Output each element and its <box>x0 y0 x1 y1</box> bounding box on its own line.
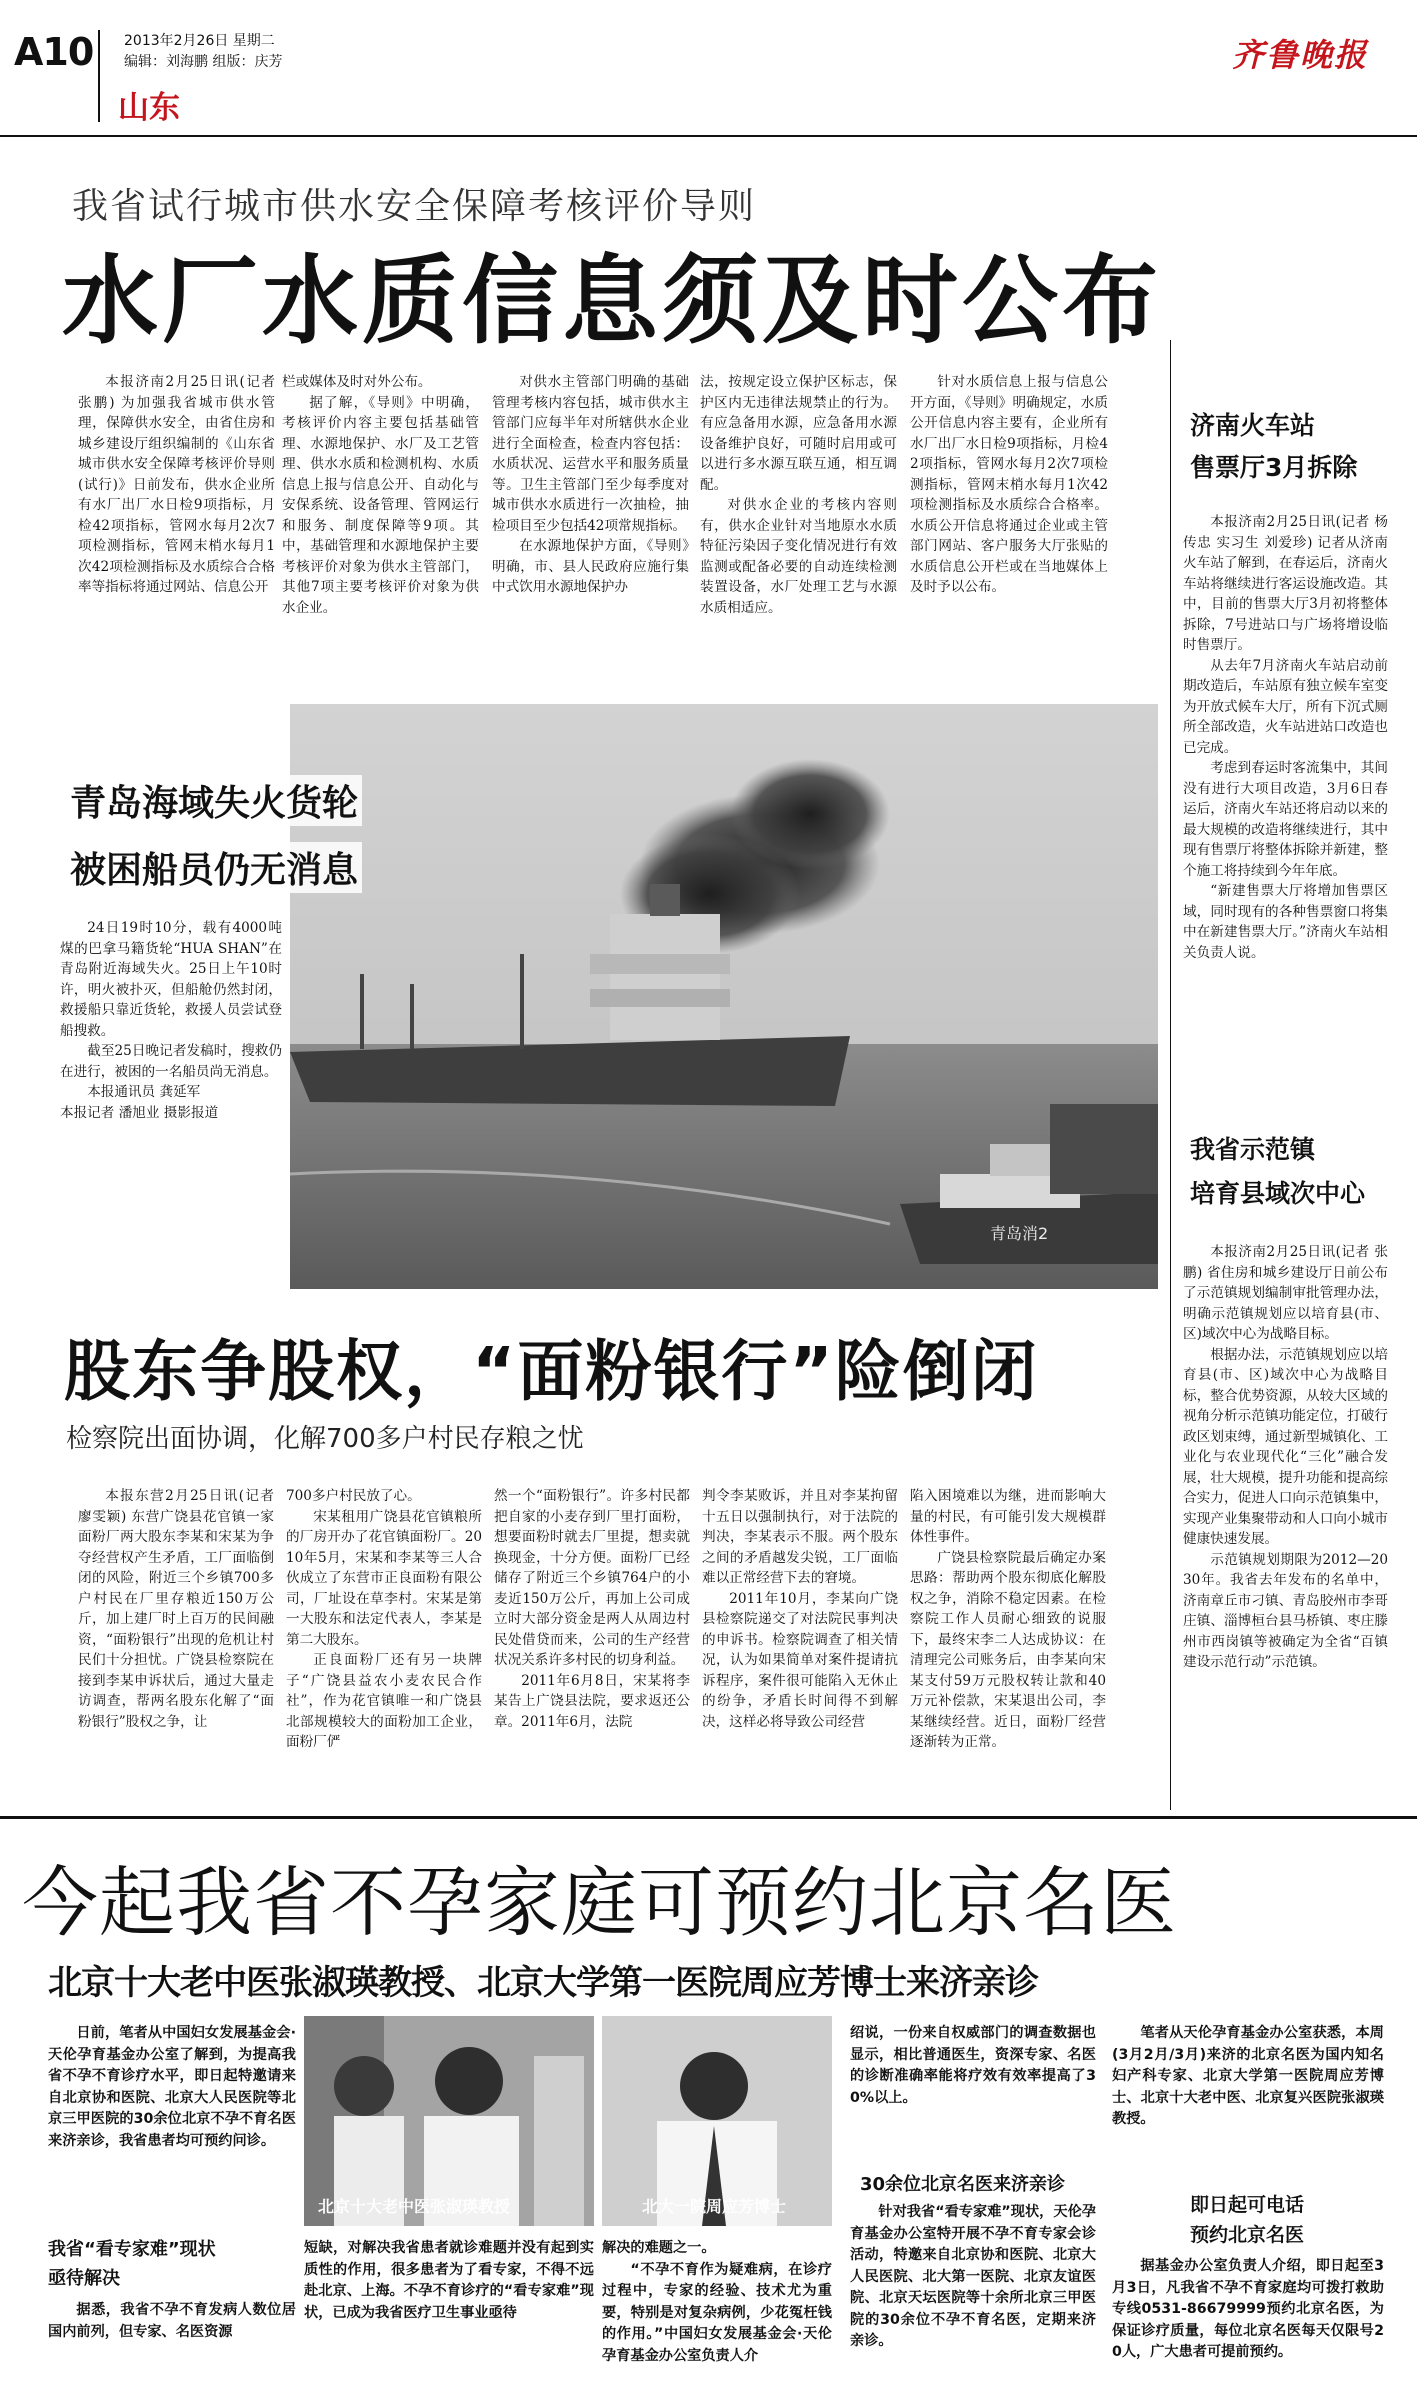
lead-column-3: 对供水主管部门明确的基础管理考核内容包括，城市供水主管部门应每半年对所辖供水企业进行全面检查，检查内容包括：水质状况、运营水平和服务质量等。卫生主管部门至少每季度对城市供水水质进行一次抽检，抽检项目至少包括42项常规指标。 在水源地保护方面，《导则》明确，市、县人民政府应施行集中式饮用水源地保护办 <box>492 374 689 595</box>
flour-column-4: 判令李某败诉，并且对李某拘留十五日以强制执行，对于法院的判决，李某表示不服。两个股东之间的矛盾越发尖锐，工厂面临难以正常经营下去的窘境。 2011年10月，李某向广饶县检察院递交了对法院民事判决的申诉书。检察院调查了相关情况，认为如果简单对案件提请抗诉程序，案件很可能陷入无休止的纷争，矛盾长时间得不到解决，这样必将导致公司经营 <box>702 1488 898 1730</box>
ad-column-1-text: 据悉，我省不孕不育发病人数位居国内前列，但专家、名医资源 <box>48 2302 296 2340</box>
lead-column-5: 针对水质信息上报与信息公开方面，《导则》明确规定，水质公开信息内容主要有，企业所有水厂出厂水日检9项指标，月检42项指标，管网水每月2次7项检测指标，管网末梢水每月1次42项检测指标及水质综合合格率。水质公开信息将通过企业或主管部门网站、客户服务大厅张贴的水质信息公开栏或在当地媒体上及时予以公布。 <box>910 374 1108 595</box>
ad-column-1-intro: 日前，笔者从中国妇女发展基金会·天伦孕育基金办公室了解到，为提高我省不孕不育诊疗水平，即日起特邀请来自北京协和医院、北京大人民医院等北京三甲医院的30余位北京不孕不育名医来济亲诊，我省患者均可预约问诊。 <box>48 2025 296 2149</box>
flour-column-2: 700多户村民放了心。 宋某租用广饶县花官镇粮所的厂房开办了花官镇面粉厂。2010年5月，宋某和李某等三人合伙成立了东营市正良面粉有限公司，厂址设在草李村。宋某是第一大股东和法定代表人，李某是第二大股东。 正良面粉厂还有另一块牌子“广饶县益农小麦农民合作社”，作为花官镇唯一和广饶县北部规模较大的面粉加工企业，面粉厂俨 <box>286 1488 482 1750</box>
rail-headline-1: 济南火车站 <box>1190 411 1316 440</box>
header-rule <box>0 135 1417 137</box>
ad-column-5-intro: 笔者从天伦孕育基金办公室获悉，本周(3月2月/3月)来济的北京名医为国内知名妇产科专家、北京大学第一医院周应芳博士、北京十大老中医、北京复兴医院张淑瑛教授。 <box>1112 2025 1384 2127</box>
flour-subhead: 检察院出面协调，化解700多户村民存粮之忧 <box>66 1424 584 1454</box>
ad-headline: 今起我省不孕家庭可预约北京名医 <box>22 1858 1177 1947</box>
ship-fire-photo <box>290 704 1158 1289</box>
ad-column-2-text: 短缺，对解决我省患者就诊难题并没有起到实质性的作用，很多患者为了看专家，不得不远赴北京、上海。不孕不育诊疗的“看专家难”现状，已成为我省医疗卫生事业亟待 <box>304 2240 594 2321</box>
ad-top-rule <box>0 1816 1417 1819</box>
doctor-photo-1 <box>304 2016 594 2226</box>
rail-headline-2: 售票厅3月拆除 <box>1190 453 1358 482</box>
town-headline-2: 培育县域次中心 <box>1190 1179 1366 1208</box>
town-article-body: 本报济南2月25日讯(记者 张鹏) 省住房和城乡建设厅日前公布了示范镇规划编制审批管理办法，明确示范镇规划应以培育县(市、区)域次中心为战略目标。 根据办法，示范镇规划应以培育县(市、区)域次中心为战略目标，整合优势资源，从较大区域的视角分析示范镇功能定位，打破行政区划束缚，通过新型城镇化、工业化与农业现代化“三化”融合发展，壮大规模，提升功能和提高综合实力，促进人口向示范镇集中，实现产业集聚带动和人口向小城市健康快速发展。 示范镇规划期限为2012—2030年。我省去年发布的名单中，济南章丘市刁镇、青岛胶州市李哥庄镇、淄博桓台县马桥镇、枣庄滕州市西岗镇等被确定为全省“百镇建设示范行动”示范镇。 <box>1183 1244 1388 1670</box>
ad-column-4-intro: 绍说，一份来自权威部门的调查数据也显示，相比普通医生，资深专家、名医的诊断准确率能将疗效有效率提高了30%以上。 <box>850 2025 1096 2106</box>
newspaper-logo: 齐鲁晚报 <box>1232 36 1369 74</box>
ad-column-5-text: 据基金办公室负责人介绍，即日起至3月3日，凡我省不孕不育家庭均可拨打救助专线0531-86679999预约北京名医，为保证诊疗质量，每位北京名医每天仅限号20人，广大患者可提前预约。 <box>1112 2258 1384 2360</box>
lead-column-4: 法，按规定设立保护区标志，保护区内无违律法规禁止的行为。有应急备用水源，应急备用水源设备维护良好，可随时启用或可以进行多水源互联互通，相互调配。 对供水企业的考核内容则有，供水企业针对当地原水水质特征污染因子变化情况进行有效监测或配备必要的自动连续检测装置设备，水厂处理工艺与水源水质相适应。 <box>700 374 897 616</box>
boat-label: 青岛消2 <box>990 1224 1049 1243</box>
editor-credits: 编辑：刘海鹏 组版：庆芳 <box>124 54 283 70</box>
fire-headline-2: 被困船员仍无消息 <box>66 842 362 893</box>
doctor-photo-2-caption: 北大一院周应芳博士 <box>642 2197 787 2216</box>
lead-headline: 水厂水质信息须及时公布 <box>62 245 1162 357</box>
lead-column-1: 本报济南2月25日讯(记者 张鹏) 为加强我省城市供水管理，保障供水安全，由省住房和城乡建设厅组织编制的《山东省城市供水安全保障考核评价导则(试行)》日前发布，供水企业所有水厂出厂水日检9项指标，月检42项指标，管网水每月2次7项检测指标，管网末梢水每月1次42项检测指标及水质综合合格率等指标将通过网站、信息公开 <box>78 374 275 595</box>
header-divider <box>98 30 100 122</box>
ad-subhead: 北京十大老中医张淑瑛教授、北京大学第一医院周应芳博士来济亲诊 <box>48 1963 1038 2003</box>
doctor-photo-1-caption: 北京十大老中医张淑瑛教授 <box>318 2197 511 2216</box>
ad-column-1-subhead-2: 亟待解决 <box>48 2268 120 2289</box>
section-name: 山东 <box>118 90 180 126</box>
flour-column-5: 陷入困境难以为继，进而影响大量的村民，有可能引发大规模群体性事件。 广饶县检察院最后确定办案思路：帮助两个股东彻底化解股权之争，消除不稳定因素。在检察院工作人员耐心细致的说服下，最终宋李二人达成协议：在清理完公司账务后，由李某向宋某支付59万元股权转让款和40万元补偿款，宋某退出公司，李某继续经营。近日，面粉厂经营逐渐转为正常。 <box>910 1488 1106 1750</box>
ad-column-4-subhead: 30余位北京名医来济亲诊 <box>860 2174 1066 2195</box>
advertisement <box>0 1820 1417 2383</box>
ad-column-4-text: 针对我省“看专家难”现状，天伦孕育基金办公室特开展不孕不育专家会诊活动，特邀来自北京协和医院、北京大人民医院、北大第一医院、北京友谊医院、北京天坛医院等十余所北京三甲医院的30余位不孕不育名医，定期来济亲诊。 <box>850 2204 1096 2349</box>
lead-column-2: 栏或媒体及时对外公布。 据了解，《导则》中明确，考核评价内容主要包括基础管理、水源地保护、水厂及工艺管理、供水水质和检测机构、水质信息上报与信息公开、自动化与安保系统、设备管理、管网运行和服务、制度保障等9项。其中，基础管理和水源地保护主要考核评价对象为供水主管部门，其他7项主要考核评价对象为供水企业。 <box>282 374 479 616</box>
flour-column-3: 然一个“面粉银行”。许多村民都把自家的小麦存到厂里打面粉，想要面粉时就去厂里提，想卖就换现金，十分方便。面粉厂已经储存了附近三个乡镇764户的小麦近150万公斤，再加上公司成立时大部分资金是两人从周边村民处借贷而来，公司的生产经营状况关系许多村民的切身利益。 2011年6月8日，宋某将李某告上广饶县法院，要求返还公章。2011年6月，法院 <box>494 1488 690 1730</box>
flour-headline: 股东争股权，“面粉银行”险倒闭 <box>64 1333 1039 1410</box>
page-number: A10 <box>14 30 94 74</box>
issue-date: 2013年2月26日 星期二 <box>124 33 275 49</box>
doctor-photo-2 <box>602 2016 832 2226</box>
flour-column-1: 本报东营2月25日讯(记者 廖雯颖) 东营广饶县花官镇一家面粉厂两大股东李某和宋某为争夺经营权产生矛盾，工厂面临倒闭的风险，附近三个乡镇700多户村民在厂里存粮近150万公斤，加上建厂时上百万的民间融资，“面粉银行”出现的危机让村民们十分担忧。广饶县检察院在接到李某申诉状后，通过大量走访调查，帮两名股东化解了“面粉银行”股权之争，让 <box>78 1488 274 1730</box>
fire-headline-1: 青岛海域失火货轮 <box>66 775 362 826</box>
town-headline-1: 我省示范镇 <box>1190 1135 1316 1164</box>
fire-article-body: 24日19时10分，载有4000吨煤的巴拿马籍货轮“HUA SHAN”在青岛附近海域失火。25日上午10时许，明火被扑灭，但船舱仍然封闭，救援船只靠近货轮，救援人员尝试登船搜救。 截至25日晚记者发稿时，搜救仍在进行，被困的一名船员尚无消息。 本报通讯员 龚延军 本报记者 潘旭业 摄影报道 <box>60 920 282 1121</box>
ad-column-3-text: 解决的难题之一。 “不孕不育作为疑难病，在诊疗过程中，专家的经验、技术尤为重要，特别是对复杂病例，少花冤枉钱的作用。”中国妇女发展基金会·天伦孕育基金办公室负责人介 <box>602 2240 832 2364</box>
rail-article-body: 本报济南2月25日讯(记者 杨传忠 实习生 刘爱珍) 记者从济南火车站了解到，在春运后，济南火车站将继续进行客运设施改造。其中，目前的售票大厅3月初将整体拆除，7号进站口与广场将增设临时售票厅。 从去年7月济南火车站启动前期改造后，车站原有独立候车室变为开放式候车大厅，所有下沉式厕所全部改造，火车站进站口改造也已完成。 考虑到春运时客流集中，其间没有进行大项目改造，3月6日春运后，济南火车站还将启动以来的最大规模的改造将继续进行，其中现有售票厅将整体拆除并新建，整个施工将持续到今年年底。 “新建售票大厅将增加售票区域，同时现有的各种售票窗口将集中在新建售票大厅。”济南火车站相关负责人说。 <box>1183 514 1388 961</box>
lead-kicker: 我省试行城市供水安全保障考核评价导则 <box>72 186 757 227</box>
ad-column-5-subhead-1: 即日起可电话 <box>1190 2194 1305 2216</box>
ad-column-5-subhead-2: 预约北京名医 <box>1190 2224 1305 2246</box>
sidebar-divider <box>1170 340 1171 1810</box>
ad-column-1-subhead-1: 我省“看专家难”现状 <box>48 2239 216 2260</box>
